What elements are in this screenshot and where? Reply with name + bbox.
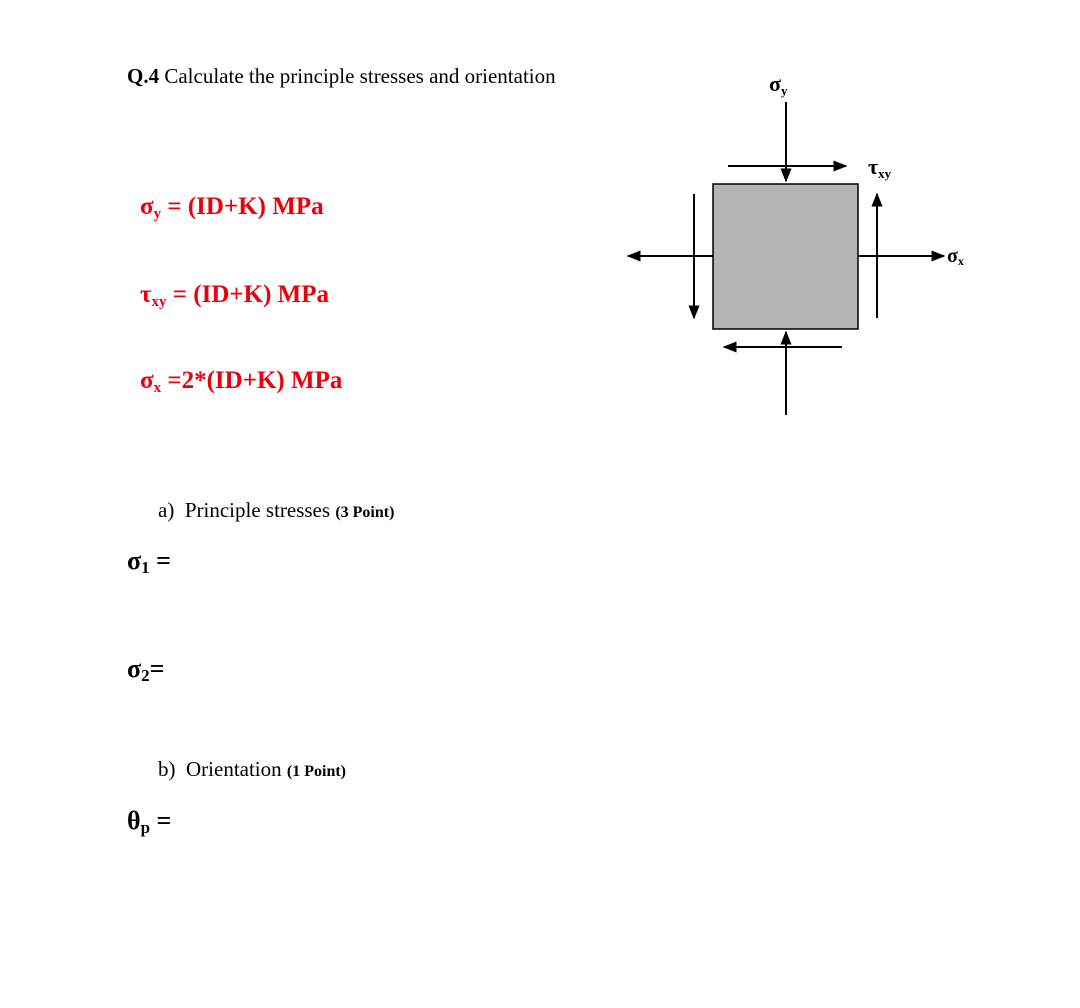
part-a-label: a) [158,498,175,522]
stress-element-diagram [600,60,980,430]
part-a-text: Principle stresses [184,498,331,522]
given-sigma-y: $\sigma_y = (ID+K)$ MPa [140,193,324,222]
question-text: Calculate the principle stresses and orientation [164,64,556,88]
question-statement [127,64,557,89]
stress-element-square [713,184,858,329]
given-tau-xy: $\tau_{xy} = (ID+K)$ MPa [140,281,330,310]
part-a-points: (3 Point) [335,504,395,521]
answer-sigma-2: $\sigma_2=$ [127,654,165,685]
label-sigma-x: σx [947,245,964,268]
label-sigma-y: σy [769,71,788,98]
answer-theta-p: $\theta_p$ = [127,806,172,837]
given-sigma-x: $\sigma_x =2*(ID+K)$ MPa [140,367,343,396]
part-b-text: Orientation [186,757,282,781]
label-tau-xy: τxy [868,154,892,181]
part-b-points: (1 Point) [286,763,346,780]
part-b [158,757,346,782]
answer-sigma-1: $\sigma_1$ = [127,546,171,577]
question-number: Q.4 [127,64,160,88]
part-b-label: b) [158,757,176,781]
part-a [158,498,394,523]
